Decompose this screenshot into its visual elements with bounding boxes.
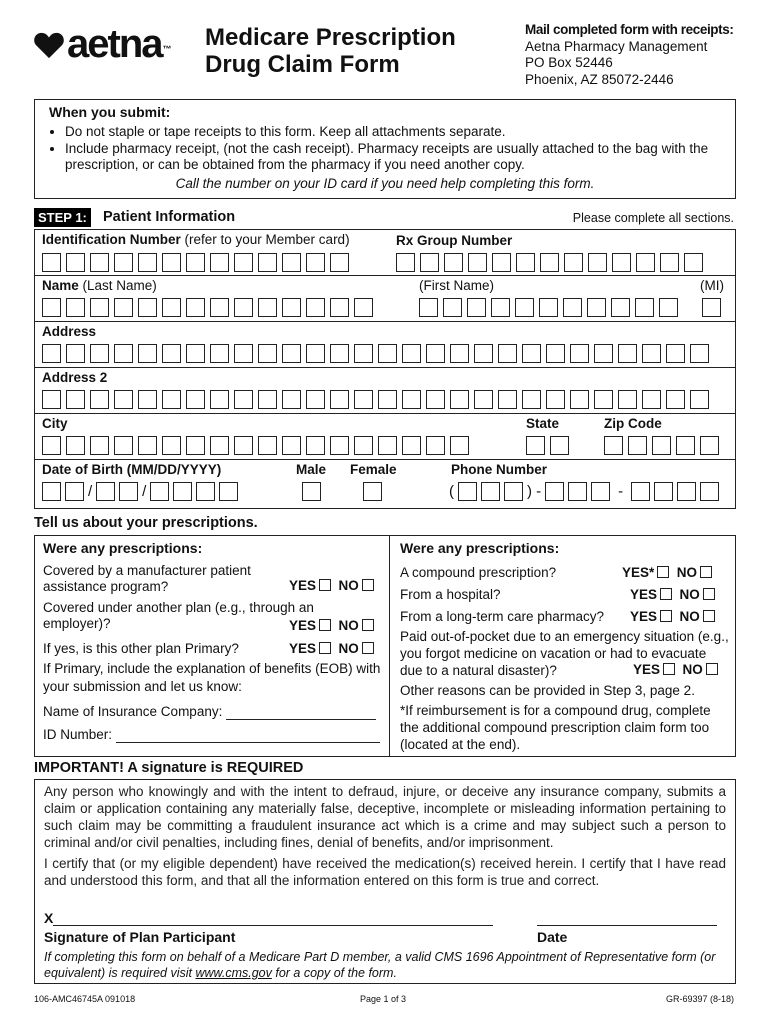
- entry-box[interactable]: [114, 344, 133, 363]
- female-box[interactable]: [363, 482, 382, 501]
- entry-box[interactable]: [66, 436, 85, 455]
- entry-box[interactable]: [498, 344, 517, 363]
- entry-box[interactable]: [282, 390, 301, 409]
- form-number: GR-69397 (8-18): [665, 994, 734, 1004]
- prescriptions-heading: Tell us about your prescriptions.: [34, 515, 258, 531]
- entry-box[interactable]: [306, 253, 325, 272]
- entry-box[interactable]: [636, 253, 655, 272]
- entry-box[interactable]: [186, 436, 205, 455]
- entry-box[interactable]: [306, 344, 325, 363]
- phone-box[interactable]: [568, 482, 587, 501]
- entry-box[interactable]: [468, 253, 487, 272]
- entry-box[interactable]: [402, 390, 421, 409]
- prescriptions-right: Were any prescriptions: A compound prescription? YES* NO From a hospital? YES NO From a long-term care pharmacy? YES NO Paid out-of-pocket due to an emergency situation (e.g., you forgot medicine on vacation or had to evacuate due to a natural disaster)? YES NO Other reasons can be provided in Step 3, page 2. *If reimbursement is for a compound drug, complete the additional compound prescription claim form too (located at the end).: [400, 540, 729, 752]
- city-row: City State Zip Code: [35, 414, 735, 460]
- entry-box[interactable]: [402, 436, 421, 455]
- help-note: Call the number on your ID card if you need help completing this form.: [175, 175, 595, 191]
- entry-box[interactable]: [546, 344, 565, 363]
- entry-box[interactable]: [492, 253, 511, 272]
- yes-checkbox[interactable]: [657, 566, 669, 578]
- entry-box[interactable]: [426, 436, 445, 455]
- entry-box[interactable]: [444, 253, 463, 272]
- entry-box[interactable]: [498, 390, 517, 409]
- entry-box[interactable]: [42, 298, 61, 317]
- signature-field[interactable]: [53, 916, 493, 926]
- brand-name: aetna: [67, 22, 162, 66]
- entry-box[interactable]: [282, 344, 301, 363]
- important-heading: IMPORTANT! A signature is REQUIRED: [34, 760, 304, 776]
- no-checkbox[interactable]: [700, 566, 712, 578]
- entry-box[interactable]: [114, 253, 133, 272]
- representative-note: If completing this form on behalf of a Medicare Part D member, a valid CMS 1696 Appointment of Representative form (or equivalent) is required visit www.cms.gov for a copy of the form.: [44, 950, 716, 980]
- phone-box[interactable]: [458, 482, 477, 501]
- entry-box[interactable]: [420, 253, 439, 272]
- entry-box[interactable]: [90, 298, 109, 317]
- last-name-boxes[interactable]: [42, 298, 373, 317]
- dob-boxes[interactable]: / /: [42, 482, 238, 501]
- entry-box[interactable]: [282, 253, 301, 272]
- no-checkbox[interactable]: [362, 619, 374, 631]
- prescriptions-section: [34, 535, 736, 757]
- entry-box[interactable]: [467, 298, 486, 317]
- entry-box[interactable]: [563, 298, 582, 317]
- entry-box[interactable]: [210, 344, 229, 363]
- entry-box[interactable]: [302, 482, 321, 501]
- entry-box[interactable]: [234, 253, 253, 272]
- address2-row: Address 2: [35, 368, 735, 414]
- mi-box[interactable]: [702, 298, 721, 317]
- insurance-company-field[interactable]: [226, 707, 376, 720]
- entry-box[interactable]: [330, 390, 349, 409]
- entry-box[interactable]: [546, 390, 565, 409]
- no-checkbox[interactable]: [362, 642, 374, 654]
- phone-box[interactable]: [481, 482, 500, 501]
- entry-box[interactable]: [515, 298, 534, 317]
- instruction-bullet: • Include pharmacy receipt, (not the cash receipt). Pharmacy receipts are usually attached to the bag with the prescription, or can be obtained from the pharmacy if you need another copy.: [65, 141, 721, 174]
- dob-box[interactable]: [96, 482, 115, 501]
- entry-box[interactable]: [526, 436, 545, 455]
- entry-box[interactable]: [162, 390, 181, 409]
- yes-checkbox[interactable]: [319, 619, 331, 631]
- phone-box[interactable]: [504, 482, 523, 501]
- phone-box[interactable]: [654, 482, 673, 501]
- entry-box[interactable]: [138, 344, 157, 363]
- address-row: Address: [35, 322, 735, 368]
- cms-link[interactable]: www.cms.gov: [195, 965, 272, 980]
- entry-box[interactable]: [114, 436, 133, 455]
- id-row: Identification Number (refer to your Member card) Rx Group Number: [35, 230, 735, 276]
- entry-box[interactable]: [114, 298, 133, 317]
- entry-box[interactable]: [282, 436, 301, 455]
- entry-box[interactable]: [138, 298, 157, 317]
- form-title: Medicare Prescription Drug Claim Form: [205, 24, 456, 78]
- entry-box[interactable]: [659, 298, 678, 317]
- entry-box[interactable]: [210, 298, 229, 317]
- no-checkbox[interactable]: [706, 663, 718, 675]
- entry-box[interactable]: [666, 344, 685, 363]
- phone-boxes[interactable]: ( ) - -: [449, 482, 719, 501]
- entry-box[interactable]: [450, 436, 469, 455]
- entry-box[interactable]: [186, 298, 205, 317]
- entry-box[interactable]: [700, 436, 719, 455]
- entry-box[interactable]: [162, 436, 181, 455]
- id-number-field[interactable]: [116, 730, 380, 743]
- page-number: Page 1 of 3: [360, 994, 407, 1004]
- trademark: ™: [162, 43, 172, 54]
- entry-box[interactable]: [42, 344, 61, 363]
- entry-box[interactable]: [564, 253, 583, 272]
- entry-box[interactable]: [138, 436, 157, 455]
- yes-checkbox[interactable]: [660, 588, 672, 600]
- entry-box[interactable]: [443, 298, 462, 317]
- entry-box[interactable]: [162, 344, 181, 363]
- entry-box[interactable]: [588, 253, 607, 272]
- entry-box[interactable]: [474, 390, 493, 409]
- entry-box[interactable]: [522, 390, 541, 409]
- entry-box[interactable]: [162, 253, 181, 272]
- entry-box[interactable]: [114, 390, 133, 409]
- entry-box[interactable]: [635, 298, 654, 317]
- address2-boxes[interactable]: [42, 390, 709, 409]
- phone-box[interactable]: [677, 482, 696, 501]
- entry-box[interactable]: [402, 344, 421, 363]
- entry-box[interactable]: [618, 344, 637, 363]
- entry-box[interactable]: [354, 298, 373, 317]
- name-row: Name (Last Name) (First Name) (MI): [35, 276, 735, 322]
- state-boxes[interactable]: [526, 436, 569, 455]
- entry-box[interactable]: [491, 298, 510, 317]
- dob-box[interactable]: [173, 482, 192, 501]
- entry-box[interactable]: [258, 253, 277, 272]
- phone-box[interactable]: [545, 482, 564, 501]
- entry-box[interactable]: [396, 253, 415, 272]
- entry-box[interactable]: [162, 298, 181, 317]
- entry-box[interactable]: [306, 390, 325, 409]
- entry-box[interactable]: [652, 436, 671, 455]
- male-box[interactable]: [302, 482, 321, 501]
- entry-box[interactable]: [587, 298, 606, 317]
- entry-box[interactable]: [306, 298, 325, 317]
- entry-box[interactable]: [450, 344, 469, 363]
- entry-box[interactable]: [628, 436, 647, 455]
- no-checkbox[interactable]: [703, 588, 715, 600]
- entry-box[interactable]: [138, 253, 157, 272]
- entry-box[interactable]: [676, 436, 695, 455]
- entry-box[interactable]: [666, 390, 685, 409]
- dob-box[interactable]: [196, 482, 215, 501]
- entry-box[interactable]: [378, 344, 397, 363]
- entry-box[interactable]: [66, 344, 85, 363]
- fraud-warning: Any person who knowingly and with the intent to defraud, injure, or deceive any insurance company, submits a claim or application containing any materially false, deceptive, incomplete or misleading information pertaining to such claim may be committing a fraudulent insurance act which is a crime and may subject such a person to criminal and/or civil penalties, including fines, denial of benefits, and/or imprisonment.: [44, 784, 726, 850]
- aetna-logo: [34, 22, 172, 67]
- entry-box[interactable]: [684, 253, 703, 272]
- entry-box[interactable]: [330, 436, 349, 455]
- entry-box[interactable]: [234, 344, 253, 363]
- entry-box[interactable]: [450, 390, 469, 409]
- instruction-bullet: • Do not staple or tape receipts to this form. Keep all attachments separate.: [65, 124, 721, 141]
- entry-box[interactable]: [330, 344, 349, 363]
- phone-box[interactable]: [700, 482, 719, 501]
- entry-box[interactable]: [594, 390, 613, 409]
- entry-box[interactable]: [210, 253, 229, 272]
- yes-checkbox[interactable]: [319, 579, 331, 591]
- entry-box[interactable]: [378, 390, 397, 409]
- city-boxes[interactable]: [42, 436, 469, 455]
- phone-box[interactable]: [631, 482, 650, 501]
- heart-icon: [34, 30, 64, 60]
- rx-group-boxes[interactable]: [396, 253, 703, 272]
- entry-box[interactable]: [702, 298, 721, 317]
- dob-box[interactable]: [65, 482, 84, 501]
- entry-box[interactable]: [66, 253, 85, 272]
- entry-box[interactable]: [550, 436, 569, 455]
- entry-box[interactable]: [42, 253, 61, 272]
- yes-checkbox[interactable]: [660, 610, 672, 622]
- entry-box[interactable]: [210, 436, 229, 455]
- entry-box[interactable]: [660, 253, 679, 272]
- entry-box[interactable]: [66, 390, 85, 409]
- date-field[interactable]: [537, 916, 717, 926]
- entry-box[interactable]: [282, 298, 301, 317]
- entry-box[interactable]: [354, 436, 373, 455]
- entry-box[interactable]: [522, 344, 541, 363]
- dob-box[interactable]: [219, 482, 238, 501]
- entry-box[interactable]: [186, 253, 205, 272]
- entry-box[interactable]: [258, 390, 277, 409]
- footer-code: 106-AMC46745A 091018: [34, 994, 136, 1004]
- step-title: Patient Information: [103, 209, 236, 225]
- entry-box[interactable]: [306, 436, 325, 455]
- entry-box[interactable]: [474, 344, 493, 363]
- entry-box[interactable]: [90, 344, 109, 363]
- entry-box[interactable]: [642, 344, 661, 363]
- entry-box[interactable]: [258, 436, 277, 455]
- dob-box[interactable]: [150, 482, 169, 501]
- entry-box[interactable]: [234, 298, 253, 317]
- entry-box[interactable]: [42, 390, 61, 409]
- entry-box[interactable]: [210, 390, 229, 409]
- entry-box[interactable]: [90, 253, 109, 272]
- prescriptions-left: Were any prescriptions: Covered by a manufacturer patient assistance program? YES NO Covered under another plan (e.g., through an employer)? YES NO If yes, is this other plan Primary? YES NO If Primary, include the explanation of benefits (EOB) with your submission and let us know: Name of Insurance Company: ID Number:: [35, 536, 390, 756]
- entry-box[interactable]: [234, 436, 253, 455]
- entry-box[interactable]: [570, 344, 589, 363]
- id-number-boxes[interactable]: [42, 253, 349, 272]
- entry-box[interactable]: [354, 344, 373, 363]
- entry-box[interactable]: [419, 298, 438, 317]
- yes-checkbox[interactable]: [319, 642, 331, 654]
- entry-box[interactable]: [618, 390, 637, 409]
- entry-box[interactable]: [690, 390, 709, 409]
- entry-box[interactable]: [354, 390, 373, 409]
- entry-box[interactable]: [426, 390, 445, 409]
- entry-box[interactable]: [363, 482, 382, 501]
- dob-row: Date of Birth (MM/DD/YYYY) Male Female Phone Number / / ( ) - -: [35, 460, 735, 508]
- zip-boxes[interactable]: [604, 436, 719, 455]
- entry-box[interactable]: [612, 253, 631, 272]
- address-boxes[interactable]: [42, 344, 709, 363]
- entry-box[interactable]: [186, 390, 205, 409]
- entry-box[interactable]: [426, 344, 445, 363]
- entry-box[interactable]: [234, 390, 253, 409]
- entry-box[interactable]: [90, 436, 109, 455]
- entry-box[interactable]: [516, 253, 535, 272]
- entry-box[interactable]: [330, 298, 349, 317]
- yes-checkbox[interactable]: [663, 663, 675, 675]
- entry-box[interactable]: [642, 390, 661, 409]
- entry-box[interactable]: [258, 298, 277, 317]
- entry-box[interactable]: [594, 344, 613, 363]
- entry-box[interactable]: [66, 298, 85, 317]
- no-checkbox[interactable]: [703, 610, 715, 622]
- entry-box[interactable]: [186, 344, 205, 363]
- entry-box[interactable]: [90, 390, 109, 409]
- dob-box[interactable]: [42, 482, 61, 501]
- entry-box[interactable]: [611, 298, 630, 317]
- entry-box[interactable]: [540, 253, 559, 272]
- signature-section: Any person who knowingly and with the intent to defraud, injure, or deceive any insurance company, submits a claim or application containing any materially false, deceptive, incomplete or misleading information pertaining to such claim may be committing a fraudulent insurance act which is a crime and may subject such a person to criminal and/or civil penalties, including fines, denial of benefits, and/or imprisonment. I certify that (or my eligible dependent) have received the medication(s) received herein. I certify that I have read and understood this form, and that all the information entered on this form is true and correct. X Signature of Plan Participant Date If completing this form on behalf of a Medicare Part D member, a valid CMS 1696 Appointment of Representative form (or equivalent) is required visit www.cms.gov for a copy of the form.: [34, 779, 736, 984]
- entry-box[interactable]: [42, 436, 61, 455]
- step-badge: STEP 1:: [34, 208, 91, 227]
- submit-instructions: When you submit: • Do not staple or tape receipts to this form. Keep all attachments separate. • Include pharmacy receipt, (not the cash receipt). Pharmacy receipts are usually attached to the bag with the prescription, or can be obtained from the pharmacy if you need another copy. Call the number on your ID card if you need help completing this form.: [34, 99, 736, 199]
- entry-box[interactable]: [330, 253, 349, 272]
- no-checkbox[interactable]: [362, 579, 374, 591]
- entry-box[interactable]: [138, 390, 157, 409]
- patient-info-section: [34, 229, 736, 509]
- entry-box[interactable]: [604, 436, 623, 455]
- entry-box[interactable]: [378, 436, 397, 455]
- entry-box[interactable]: [258, 344, 277, 363]
- first-name-boxes[interactable]: [419, 298, 678, 317]
- certification-text: I certify that (or my eligible dependent) have received the medication(s) received herein. I certify that I have read and understood this form, and that all the information entered on this form is true and correct.: [44, 856, 726, 888]
- entry-box[interactable]: [690, 344, 709, 363]
- step-note: Please complete all sections.: [572, 211, 734, 225]
- phone-box[interactable]: [591, 482, 610, 501]
- mail-address: Mail completed form with receipts: Aetna Pharmacy Management PO Box 52446 Phoenix, AZ 85072-2446: [525, 22, 734, 87]
- dob-box[interactable]: [119, 482, 138, 501]
- entry-box[interactable]: [539, 298, 558, 317]
- entry-box[interactable]: [570, 390, 589, 409]
